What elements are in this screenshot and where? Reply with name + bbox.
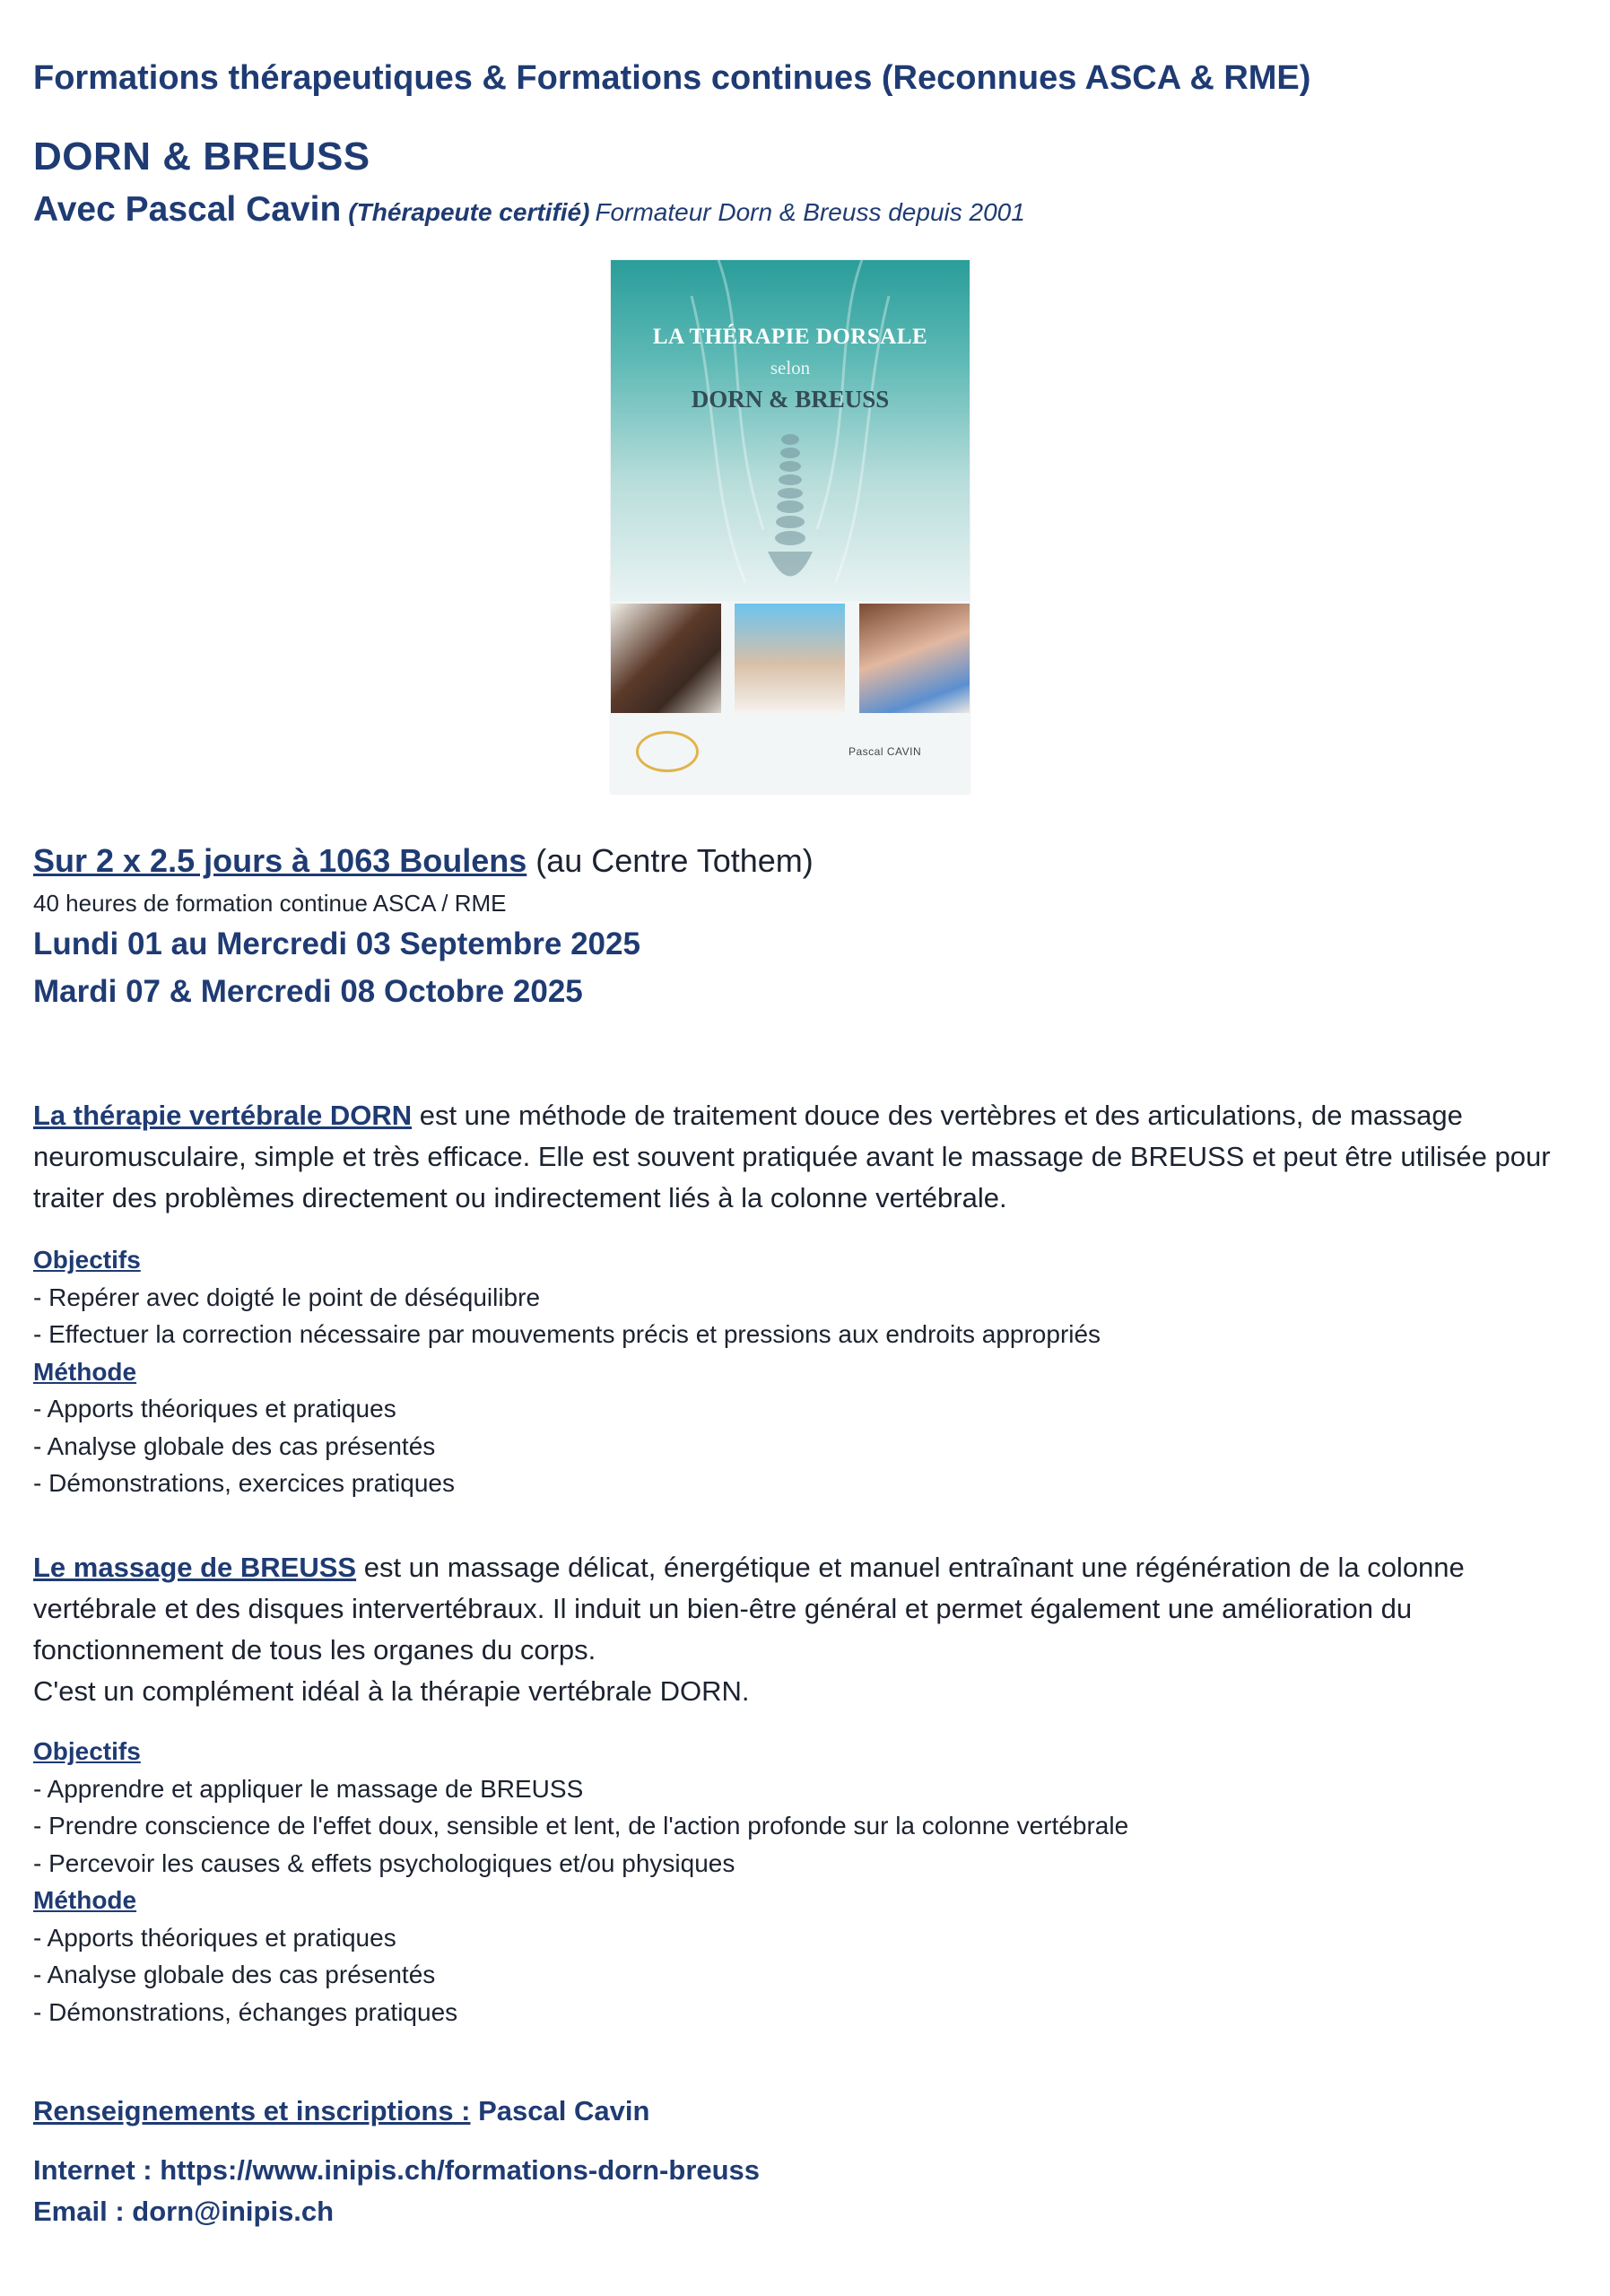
contact-name: Pascal Cavin	[478, 2095, 650, 2126]
location-extra: (au Centre Tothem)	[535, 842, 814, 879]
list-item: - Apprendre et appliquer le massage de BREUSS	[33, 1774, 584, 1803]
list-item: - Percevoir les causes & effets psychologiques et/ou physiques	[33, 1848, 735, 1877]
cover-title-line2: selon	[770, 357, 811, 378]
contact-line	[33, 2095, 649, 2127]
dorn-methode-heading: Méthode	[33, 1357, 137, 1386]
cover-photos	[611, 604, 970, 713]
dorn-details	[33, 1241, 1101, 1502]
cover-footer	[611, 713, 970, 794]
contact-label: Renseignements et inscriptions :	[33, 2095, 471, 2126]
breuss-text-2: C'est un complément idéal à la thérapie vertébrale DORN.	[33, 1675, 750, 1707]
list-item: - Analyse globale des cas présentés	[33, 1431, 436, 1460]
list-item: - Apports théoriques et pratiques	[33, 1923, 396, 1952]
breuss-objectifs-heading: Objectifs	[33, 1737, 141, 1765]
session-date-2: Mardi 07 & Mercredi 08 Octobre 2025	[33, 974, 583, 1009]
page-title: Formations thérapeutiques & Formations continues (Reconnues ASCA & RME)	[33, 59, 1311, 97]
list-item: - Effectuer la correction nécessaire par mouvements précis et pressions aux endroits appropriés	[33, 1320, 1101, 1348]
list-item: - Démonstrations, échanges pratiques	[33, 1997, 458, 2026]
location-link: Sur 2 x 2.5 jours à 1063 Boulens	[33, 842, 527, 879]
breuss-heading: Le massage de BREUSS	[33, 1552, 357, 1583]
cover-title-line1: LA THÉRAPIE DORSALE	[652, 325, 928, 349]
breuss-methode-heading: Méthode	[33, 1886, 137, 1914]
trainer-line	[33, 190, 1025, 230]
dorn-text: est une méthode de traitement douce des vertèbres et des articulations, de massage neuromusculaire, simple et très efficace. Elle est souvent pratiquée avant le massage de BREUSS et peut être utilisée pour traiter des problèmes directement ou indirectement liés à la colonne vertébrale.	[33, 1100, 1551, 1213]
dorn-objectifs-heading: Objectifs	[33, 1246, 141, 1274]
list-item: - Repérer avec doigté le point de déséquilibre	[33, 1283, 541, 1311]
cover-spine-illustration	[611, 260, 970, 601]
list-item: - Analyse globale des cas présentés	[33, 1961, 436, 1988]
trainer-status: (Thérapeute certifié)	[348, 198, 590, 226]
publisher-logo-icon	[636, 731, 699, 772]
session-date-1: Lundi 01 au Mercredi 03 Septembre 2025	[33, 926, 640, 961]
cover-photo-back	[611, 604, 721, 713]
cover-author: Pascal CAVIN	[849, 745, 922, 758]
breuss-text: est un massage délicat, énergétique et manuel entraînant une régénération de la colonne vertébrale et des disques intervertébraux. Il induit un bien-être général et permet également une amélioration du fonctionnement de tous les organes du corps.	[33, 1552, 1465, 1665]
location-line	[33, 842, 814, 880]
course-title: DORN & BREUSS	[33, 135, 370, 178]
contact-internet[interactable]: Internet : https://www.inipis.ch/formations-dorn-breuss	[33, 2154, 761, 2186]
trainer-name: Avec Pascal Cavin	[33, 190, 342, 229]
contact-email[interactable]: Email : dorn@inipis.ch	[33, 2196, 335, 2227]
cover-photo-massage	[735, 604, 845, 713]
dorn-description	[33, 1095, 1576, 1219]
training-hours: 40 heures de formation continue ASCA / RME	[33, 890, 507, 917]
dorn-heading: La thérapie vertébrale DORN	[33, 1100, 413, 1131]
spine-illustration-icon	[611, 260, 970, 601]
trainer-since: Formateur Dorn & Breuss depuis 2001	[595, 198, 1025, 226]
list-item: - Apports théoriques et pratiques	[33, 1395, 396, 1422]
book-cover-image	[611, 260, 970, 794]
breuss-description	[33, 1547, 1576, 1712]
cover-title-line3: DORN & BREUSS	[691, 386, 890, 413]
list-item: - Démonstrations, exercices pratiques	[33, 1469, 455, 1497]
cover-photo-child	[859, 604, 970, 713]
list-item: - Prendre conscience de l'effet doux, sensible et lent, de l'action profonde sur la colonne vertébrale	[33, 1812, 1129, 1839]
breuss-details	[33, 1733, 1128, 2031]
